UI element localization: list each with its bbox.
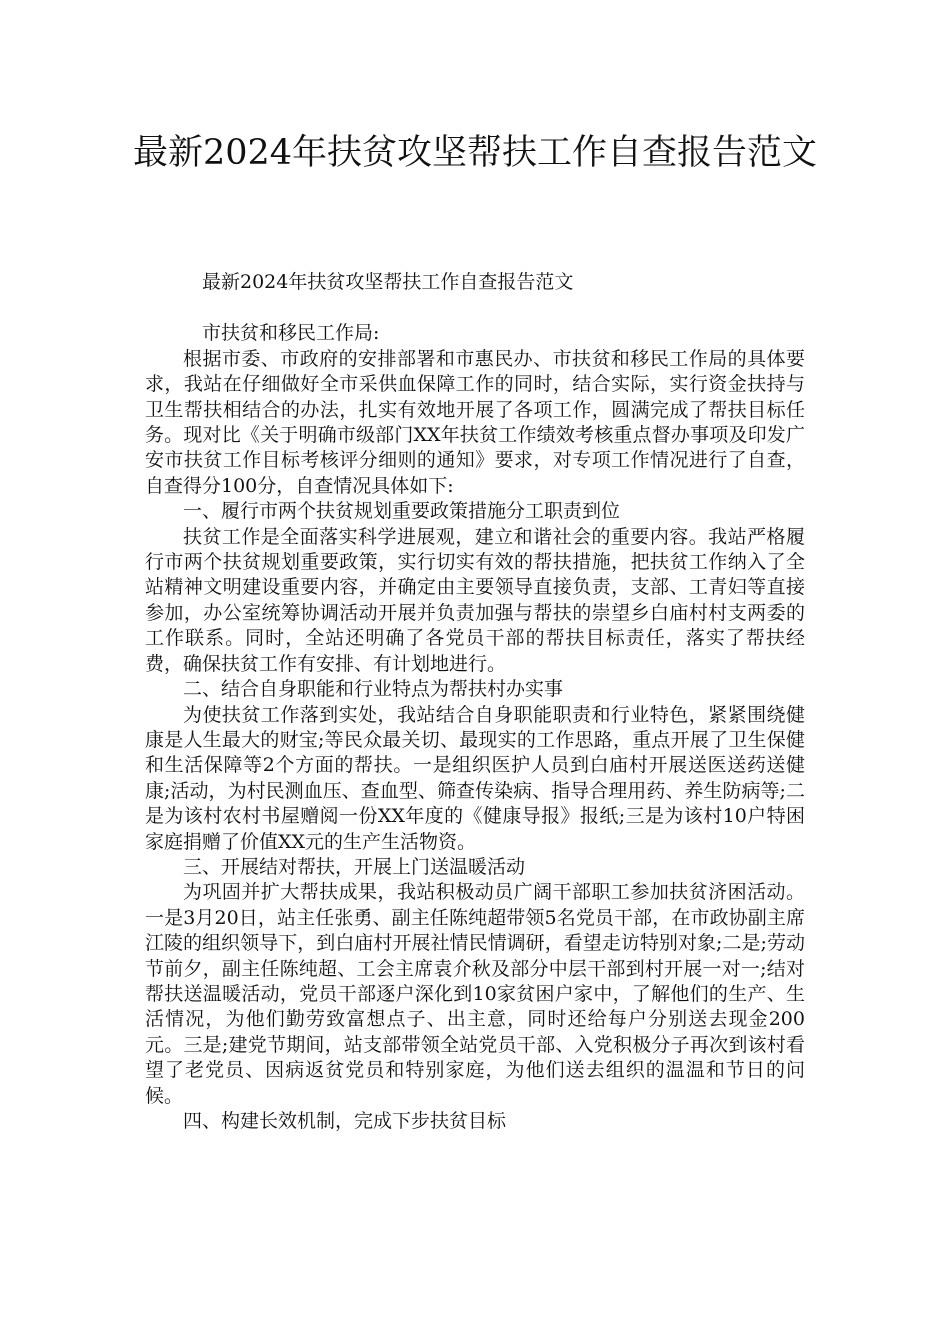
paragraph-section-1: 扶贫工作是全面落实科学进展观，建立和谐社会的重要内容。我站严格履行市两个扶贫规划重要政策，实行切实有效的帮扶措施，把扶贫工作纳入了全站精神文明建设重要内容，并确定由主要领导直接负责，支部、工青妇等直接参加，办公室统筹协调活动开展并负责加强与帮扶的崇望乡白庙村村支两委的工作联系。同时，全站还明确了各党员干部的帮扶目标责任，落实了帮扶经费，确保扶贫工作有安排、有计划地进行。	[145, 525, 805, 675]
paragraph-section-2: 为使扶贫工作落到实处，我站结合自身职能职责和行业特色，紧紧围绕健康是人生最大的财宝;等民众最关切、最现实的工作思路，重点开展了卫生保健和生活保障等2个方面的帮扶。一是组织医护人员到白庙村开展送医送药送健康;活动，为村民测血压、查血型、筛查传染病、指导合理用药、养生防病等;二是为该村农村书屋赠阅一份XX年度的《健康导报》报纸;三是为该村10户特困家庭捐赠了价值XX元的生产生活物资。	[145, 703, 805, 853]
section-heading-4: 四、构建长效机制，完成下步扶贫目标	[183, 1110, 507, 1132]
section-heading-1: 一、履行市两个扶贫规划重要政策措施分工职责到位	[183, 500, 621, 523]
salutation: 市扶贫和移民工作局:	[202, 322, 380, 345]
section-heading-3: 三、开展结对帮扶，开展上门送温暖活动	[183, 855, 526, 878]
section-heading-2: 二、结合自身职能和行业特点为帮扶村办实事	[183, 678, 564, 701]
paragraph-section-3: 为巩固并扩大帮扶成果，我站积极动员广阔干部职工参加扶贫济困活动。一是3月20日，站主任张勇、副主任陈纯超带领5名党员干部，在市政协副主席江陵的组织领导下，到白庙村开展社情民情调研，看望走访特别对象;二是;劳动节前夕，副主任陈纯超、工会主席袁介秋及部分中层干部到村开展一对一;结对帮扶送温暖活动，党员干部逐户深化到10家贫困户家中，了解他们的生产、生活情况，为他们勤劳致富想点子、出主意，同时还给每户分别送去现金200元。三是;建党节期间，站支部带领全站党员干部、入党积极分子再次到该村看望了老党员、因病返贫党员和特别家庭，为他们送去组织的温温和节日的问候。	[145, 881, 805, 1107]
paragraph-intro: 根据市委、市政府的安排部署和市惠民办、市扶贫和移民工作局的具体要求，我站在仔细做好全市采供血保障工作的同时，结合实际，实行资金扶持与卫生帮扶相结合的办法，扎实有效地开展了各项工作，圆满完成了帮扶目标任务。现对比《关于明确市级部门XX年扶贫工作绩效考核重点督办事项及印发广安市扶贫工作目标考核评分细则的通知》要求，对专项工作情况进行了自查，自查得分100分，自查情况具体如下:	[145, 347, 805, 497]
document-title: 最新2024年扶贫攻坚帮扶工作自查报告范文	[132, 133, 818, 173]
document-subtitle: 最新2024年扶贫攻坚帮扶工作自查报告范文	[202, 271, 574, 293]
document-body	[145, 270, 805, 1134]
